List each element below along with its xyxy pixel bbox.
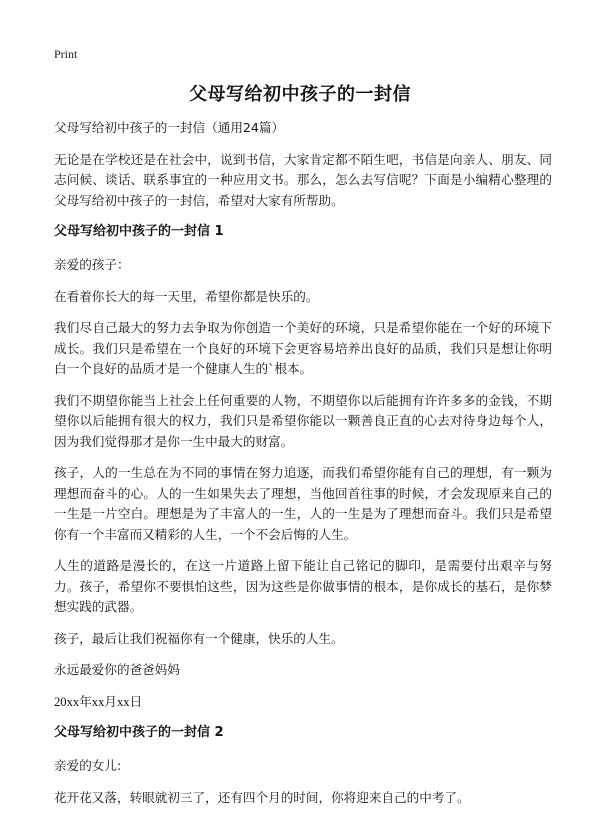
document-subtitle: 父母写给初中孩子的一封信（通用24篇） [54,120,285,135]
print-link[interactable]: Print [54,47,78,61]
letter-2-paragraph: 花开花又落，转眼就初三了，还有四个月的时间，你将迎来自己的中考了。 [54,789,470,805]
letter-1-paragraph: 我们尽自己最大的努力去争取为你创造一个美好的环境，只是希望你能在一个好的环境下成长。我们只是希望在一个良好的环境下会更容易培养出良好的品质，我们只是想让你明白一个良好的品质才是一个健康人生的`根本。 [54,320,552,376]
letter-1-salutation: 亲爱的孩子： [54,257,130,272]
letter-1-date: 20xx年xx月xx日 [54,694,143,709]
document-content [54,118,552,819]
letter-1-paragraph: 我们不期望你能当上社会上任何重要的人物，不期望你以后能拥有许许多多的金钱，不期望你以后能拥有很大的权力，我们只是希望你能以一颗善良正直的心去对待身边每个人，因为我们觉得那才是你一生中最大的财富。 [54,392,552,449]
intro-paragraph: 无论是在学校还是在社会中，说到书信，大家肯定都不陌生吧，书信是向亲人、朋友、同志问候、谈话、联系事宜的一种应用文书。那么，怎么去写信呢？下面是小编精心整理的父母写给初中孩子的一封信，希望对大家有所帮助。 [54,151,552,208]
letter-2-salutation: 亲爱的女儿: [54,758,122,773]
letter-1-paragraph: 孩子，人的一生总在为不同的事情在努力追逐，而我们希望你能有自己的理想，有一颗为理想而奋斗的心。人的一生如果失去了理想，当他回首往事的时候，才会发现原来自己的一生是一片空白。理想是为了丰富人的一生，人的一生是为了理想而奋斗。我们只是希望你有一个丰富而又精彩的人生，一个不会后悔的人生。 [54,465,552,542]
letter-1-closing: 永远最爱你的爸爸妈妈 [54,662,180,677]
letter-2-heading: 父母写给初中孩子的一封信 2 [54,725,224,740]
letter-1-heading: 父母写给初中孩子的一封信 1 [54,224,224,239]
letter-1-paragraph: 孩子，最后让我们祝福你有一个健康，快乐的人生。 [54,630,344,646]
letter-1-paragraph: 在看着你长大的每一天里，希望你都是快乐的。 [54,288,319,304]
letter-1-paragraph: 人生的道路是漫长的，在这一片道路上留下能让自己铭记的脚印，是需要付出艰辛与努力。孩子，希望你不要惧怕这些，因为这些是你做事情的根本，是你成长的基石，是你梦想实践的武器。 [54,558,552,614]
page-title: 父母写给初中孩子的一封信 [189,84,411,105]
